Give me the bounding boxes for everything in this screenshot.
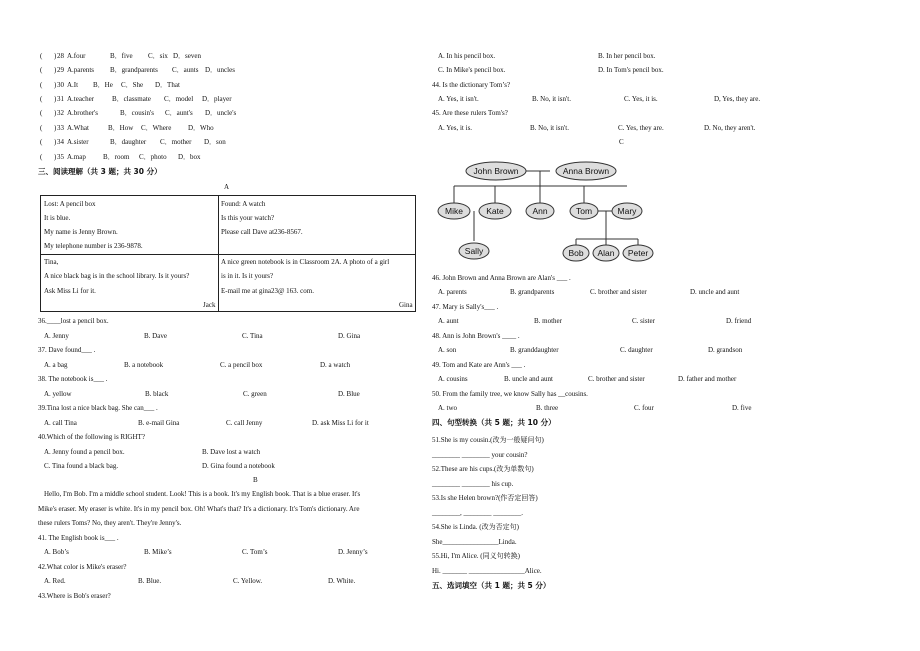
option-a[interactable]: A. Jenny (44, 332, 69, 340)
option-c[interactable]: C. In Mike's pencil box. (438, 66, 506, 74)
notice-signature: Jack (203, 301, 216, 309)
option-c[interactable]: C. brother and sister (588, 375, 645, 383)
option-c[interactable]: C. green (243, 390, 267, 398)
notice-board-table (40, 195, 416, 312)
answer-bracket[interactable]: ( (40, 81, 43, 89)
option-b[interactable]: B. grandparents (510, 288, 555, 296)
option-b[interactable]: B. black (145, 390, 169, 398)
answer-bracket: ) (54, 124, 57, 132)
notice-line: My name is Jenny Brown. (44, 228, 118, 236)
answer-bracket[interactable]: ( (40, 109, 43, 117)
fill-blank-line[interactable]: ________, ________ ________. (432, 509, 523, 517)
notice-line: Please call Dave at236-8567. (221, 228, 303, 236)
option-c[interactable]: C. call Jenny (226, 419, 263, 427)
option-a[interactable]: A. parents (438, 288, 467, 296)
question-stem: 49. Tom and Kate are Ann's ___ . (432, 361, 526, 369)
option-b: B．How (108, 124, 134, 132)
option-b: B．grandparents (110, 66, 158, 74)
option-a[interactable]: A. Yes, it is. (438, 124, 473, 132)
option-a: A.map (67, 153, 86, 161)
option-b[interactable]: B. granddaughter (510, 346, 559, 354)
option-a: A.parents (67, 66, 95, 74)
option-d: D．Who (188, 124, 214, 132)
svg-text:Peter: Peter (627, 248, 649, 258)
tree-node-mary (612, 203, 642, 219)
answer-bracket: ) (54, 52, 57, 60)
notice-line: Lost: A pencil box (44, 200, 96, 208)
option-c[interactable]: C. sister (632, 317, 655, 325)
question-stem: 37. Dave found___ . (38, 346, 96, 354)
option-b[interactable]: B. No, it isn't. (532, 95, 571, 103)
option-c[interactable]: C. Yes, they are. (618, 124, 664, 132)
option-d: D．uncles (205, 66, 235, 74)
tree-node-mike (438, 203, 470, 219)
answer-bracket[interactable]: ( (40, 66, 43, 74)
section-heading-reading: 三、阅读理解（共 3 题；共 30 分） (38, 167, 162, 176)
option-a[interactable]: A. Bob’s (44, 548, 69, 556)
question-stem: 43.Where is Bob's eraser? (38, 592, 111, 600)
option-d: D．uncle's (205, 109, 237, 117)
tree-node-ann (526, 203, 554, 219)
svg-text:Anna Brown: Anna Brown (562, 166, 610, 176)
option-d[interactable]: D. In Tom's pencil box. (598, 66, 664, 74)
option-c[interactable]: C. Tina (242, 332, 263, 340)
tree-node-john-brown (466, 162, 526, 180)
option-a[interactable]: A. aunt (438, 317, 459, 325)
svg-text:Sally: Sally (464, 246, 484, 256)
question-number: 34 (57, 138, 64, 146)
table-divider (41, 254, 415, 255)
svg-text:John Brown: John Brown (473, 166, 519, 176)
svg-text:Mary: Mary (617, 206, 637, 216)
fill-blank-line[interactable]: ________ ________ his cup. (432, 480, 514, 488)
option-b: B．cousin's (120, 109, 154, 117)
option-c[interactable]: C. a pencil box (220, 361, 263, 369)
question-number: 29 (57, 66, 64, 74)
option-a: A.It (67, 81, 79, 89)
option-c: C．aunts (172, 66, 199, 74)
option-d[interactable]: D. grandson (708, 346, 743, 354)
question-stem: 52.These are his cups.(改为单数句) (432, 465, 534, 473)
section-heading-sentence-transform: 四、句型转换（共 5 题；共 10 分） (432, 418, 556, 427)
question-stem: 48. Ann is John Brown's ____ . (432, 332, 520, 340)
question-stem: 45. Are these rulers Tom's? (432, 109, 508, 117)
option-a[interactable]: A. Red. (44, 577, 66, 585)
question-stem: 42.What color is Mike's eraser? (38, 563, 127, 571)
question-number: 31 (57, 95, 64, 103)
answer-bracket: ) (54, 81, 57, 89)
fill-blank-line[interactable]: Hi. _______ ________________Alice. (432, 567, 542, 575)
answer-bracket[interactable]: ( (40, 95, 43, 103)
tree-node-kate (479, 203, 511, 219)
option-d[interactable]: D. uncle and aunt (690, 288, 740, 296)
option-c[interactable]: C. four (634, 404, 654, 412)
option-b[interactable]: B. Mike’s (144, 548, 172, 556)
option-a[interactable]: A. yellow (44, 390, 72, 398)
option-d[interactable]: D. White. (328, 577, 356, 585)
option-a[interactable]: A. In his pencil box. (438, 52, 496, 60)
passage-line: these rulers Toms? No, they aren't. They're Jenny's. (38, 519, 182, 527)
passage-a-label: A (224, 183, 230, 191)
question-stem: 41. The English book is___ . (38, 534, 119, 542)
passage-c-label: C (619, 138, 624, 146)
section-heading-word-fill: 五、选词填空（共 1 题；共 5 分） (432, 581, 551, 590)
notice-line: Tina, (44, 258, 59, 266)
svg-text:Alan: Alan (597, 248, 615, 258)
option-c[interactable]: C. Yes, it is. (624, 95, 658, 103)
option-d: D．That (155, 81, 180, 89)
option-d[interactable]: D, Yes, they are. (714, 95, 761, 103)
option-b[interactable]: B. In her pencil box. (598, 52, 656, 60)
option-a: A.What (67, 124, 89, 132)
notice-line: Ask Miss Li for it. (44, 287, 96, 295)
notice-line: is in it. Is it yours? (221, 272, 274, 280)
option-b: B．daughter (110, 138, 147, 146)
question-stem: 40.Which of the following is RIGHT? (38, 433, 145, 441)
answer-bracket[interactable]: ( (40, 153, 43, 161)
question-number: 30 (57, 81, 64, 89)
option-d[interactable]: D. Jenny’s (338, 548, 368, 556)
passage-b-label: B (253, 476, 258, 484)
option-b[interactable]: B. Dave (144, 332, 167, 340)
notice-line: A nice black bag is in the school library. Is it yours? (44, 272, 190, 280)
passage-line: Hello, I'm Bob. I'm a middle school student. Look! This is a book. It's my English book. That is a blue eraser. It's (44, 490, 361, 498)
svg-text:Mike: Mike (445, 206, 463, 216)
option-b[interactable]: B. e-mail Gina (138, 419, 180, 427)
option-a[interactable]: A. Jenny found a pencil box. (44, 448, 125, 456)
option-d: D．seven (173, 52, 201, 60)
option-c[interactable]: C. Tom’s (242, 548, 268, 556)
option-c: C．photo (139, 153, 167, 161)
answer-bracket: ) (54, 66, 57, 74)
answer-bracket[interactable]: ( (40, 124, 43, 132)
fill-blank-line[interactable]: ________ ________ your cousin? (432, 451, 528, 459)
option-a[interactable]: A. two (438, 404, 458, 412)
option-d[interactable]: D. five (732, 404, 752, 412)
option-a: A.brother's (67, 109, 99, 117)
fill-blank-line[interactable]: She________________Linda. (432, 538, 517, 546)
option-d[interactable]: D. Blue (338, 390, 360, 398)
answer-bracket[interactable]: ( (40, 138, 43, 146)
option-b[interactable]: B. Dave lost a watch (202, 448, 261, 456)
option-b[interactable]: B. three (536, 404, 559, 412)
option-c[interactable]: C. Yellow. (233, 577, 263, 585)
option-d[interactable]: D. father and mother (678, 375, 737, 383)
answer-bracket[interactable]: ( (40, 52, 43, 60)
tree-node-sally (459, 243, 489, 259)
question-number: 35 (57, 153, 64, 161)
option-b: B．room (103, 153, 130, 161)
option-c: C．model (164, 95, 194, 103)
answer-bracket: ) (54, 109, 57, 117)
question-stem: 54.She is Linda. (改为否定句) (432, 523, 519, 531)
option-d[interactable]: D. Gina (338, 332, 361, 340)
option-d[interactable]: D. friend (726, 317, 752, 325)
tree-node-peter (623, 245, 653, 261)
option-c[interactable]: C. brother and sister (590, 288, 647, 296)
option-a: A.teacher (67, 95, 95, 103)
option-c: C．She (121, 81, 144, 89)
notice-signature: Gina (399, 301, 413, 309)
question-stem: 38. The notebook is___ . (38, 375, 108, 383)
option-c: C．Where (141, 124, 172, 132)
question-stem: 47. Mary is Sally's___ . (432, 303, 499, 311)
notice-line: It is blue. (44, 214, 71, 222)
passage-line: Mike's eraser. My eraser is white. It's in my pencil box. Oh! What's that? It's a dictionary. It's Tom's dictionary. Are (38, 505, 360, 513)
option-d: D．player (202, 95, 232, 103)
svg-text:Tom: Tom (575, 206, 593, 216)
option-d[interactable]: D. ask Miss Li for it (312, 419, 369, 427)
option-a[interactable]: A. Yes, it isn't. (438, 95, 479, 103)
question-stem: 55.Hi, I'm Alice. (同义句转换) (432, 552, 520, 560)
option-b[interactable]: B. uncle and aunt (504, 375, 553, 383)
option-b[interactable]: B. mother (534, 317, 562, 325)
question-stem: 36.____lost a pencil box. (38, 317, 109, 325)
option-c: C．aunt's (165, 109, 193, 117)
option-b: B．five (110, 52, 133, 60)
svg-text:Kate: Kate (486, 206, 504, 216)
family-tree-diagram (434, 153, 654, 269)
notice-line: My telephone number is 236-9878. (44, 242, 143, 250)
question-stem: 46. John Brown and Anna Brown are Alan's ___ . (432, 274, 571, 282)
tree-node-anna-brown (556, 162, 616, 180)
option-c[interactable]: C. daughter (620, 346, 653, 354)
question-number: 32 (57, 109, 64, 117)
answer-bracket: ) (54, 138, 57, 146)
option-b[interactable]: B. Blue. (138, 577, 162, 585)
question-stem: 39.Tina lost a nice black bag. She can___ . (38, 404, 158, 412)
option-d[interactable]: D. a watch (320, 361, 351, 369)
question-stem: 50. From the family tree, we know Sally has __cousins. (432, 390, 588, 398)
option-d[interactable]: D. No, they aren't. (704, 124, 756, 132)
option-b[interactable]: B. No, it isn't. (530, 124, 569, 132)
option-d[interactable]: D. Gina found a notebook (202, 462, 275, 470)
notice-line: Found: A watch (221, 200, 266, 208)
question-number: 28 (57, 52, 64, 60)
option-a: A.sister (67, 138, 89, 146)
answer-bracket: ) (54, 153, 57, 161)
option-d: D．son (204, 138, 226, 146)
option-c[interactable]: C. Tina found a black bag. (44, 462, 119, 470)
option-a: A.four (67, 52, 86, 60)
notice-line: Is this your watch? (221, 214, 275, 222)
question-stem: 53.Is she Helen brown?(作否定回答) (432, 494, 538, 502)
tree-node-tom (570, 203, 598, 219)
question-stem: 51.She is my cousin.(改为一般疑问句) (432, 436, 544, 444)
tree-node-alan (593, 245, 619, 261)
option-d: D．box (178, 153, 201, 161)
option-c: C．six (148, 52, 168, 60)
notice-line: A nice green notebook is in Classroom 2A. A photo of a girl (221, 258, 390, 266)
option-b: B．He (93, 81, 113, 89)
question-number: 33 (57, 124, 64, 132)
tree-node-bob (563, 245, 589, 261)
answer-bracket: ) (54, 95, 57, 103)
question-stem: 44. Is the dictionary Tom’s? (432, 81, 511, 89)
svg-text:Bob: Bob (568, 248, 584, 258)
option-a[interactable]: A. call Tina (44, 419, 77, 427)
option-a[interactable]: A. a bag (44, 361, 68, 369)
notice-line: E-mail me at gina23@ 163. com. (221, 287, 314, 295)
option-a[interactable]: A. cousins (438, 375, 468, 383)
option-b: B．classmate (112, 95, 151, 103)
option-c: C．mother (160, 138, 192, 146)
option-a[interactable]: A. son (438, 346, 457, 354)
option-b[interactable]: B. a notebook (124, 361, 164, 369)
svg-text:Ann: Ann (532, 206, 548, 216)
